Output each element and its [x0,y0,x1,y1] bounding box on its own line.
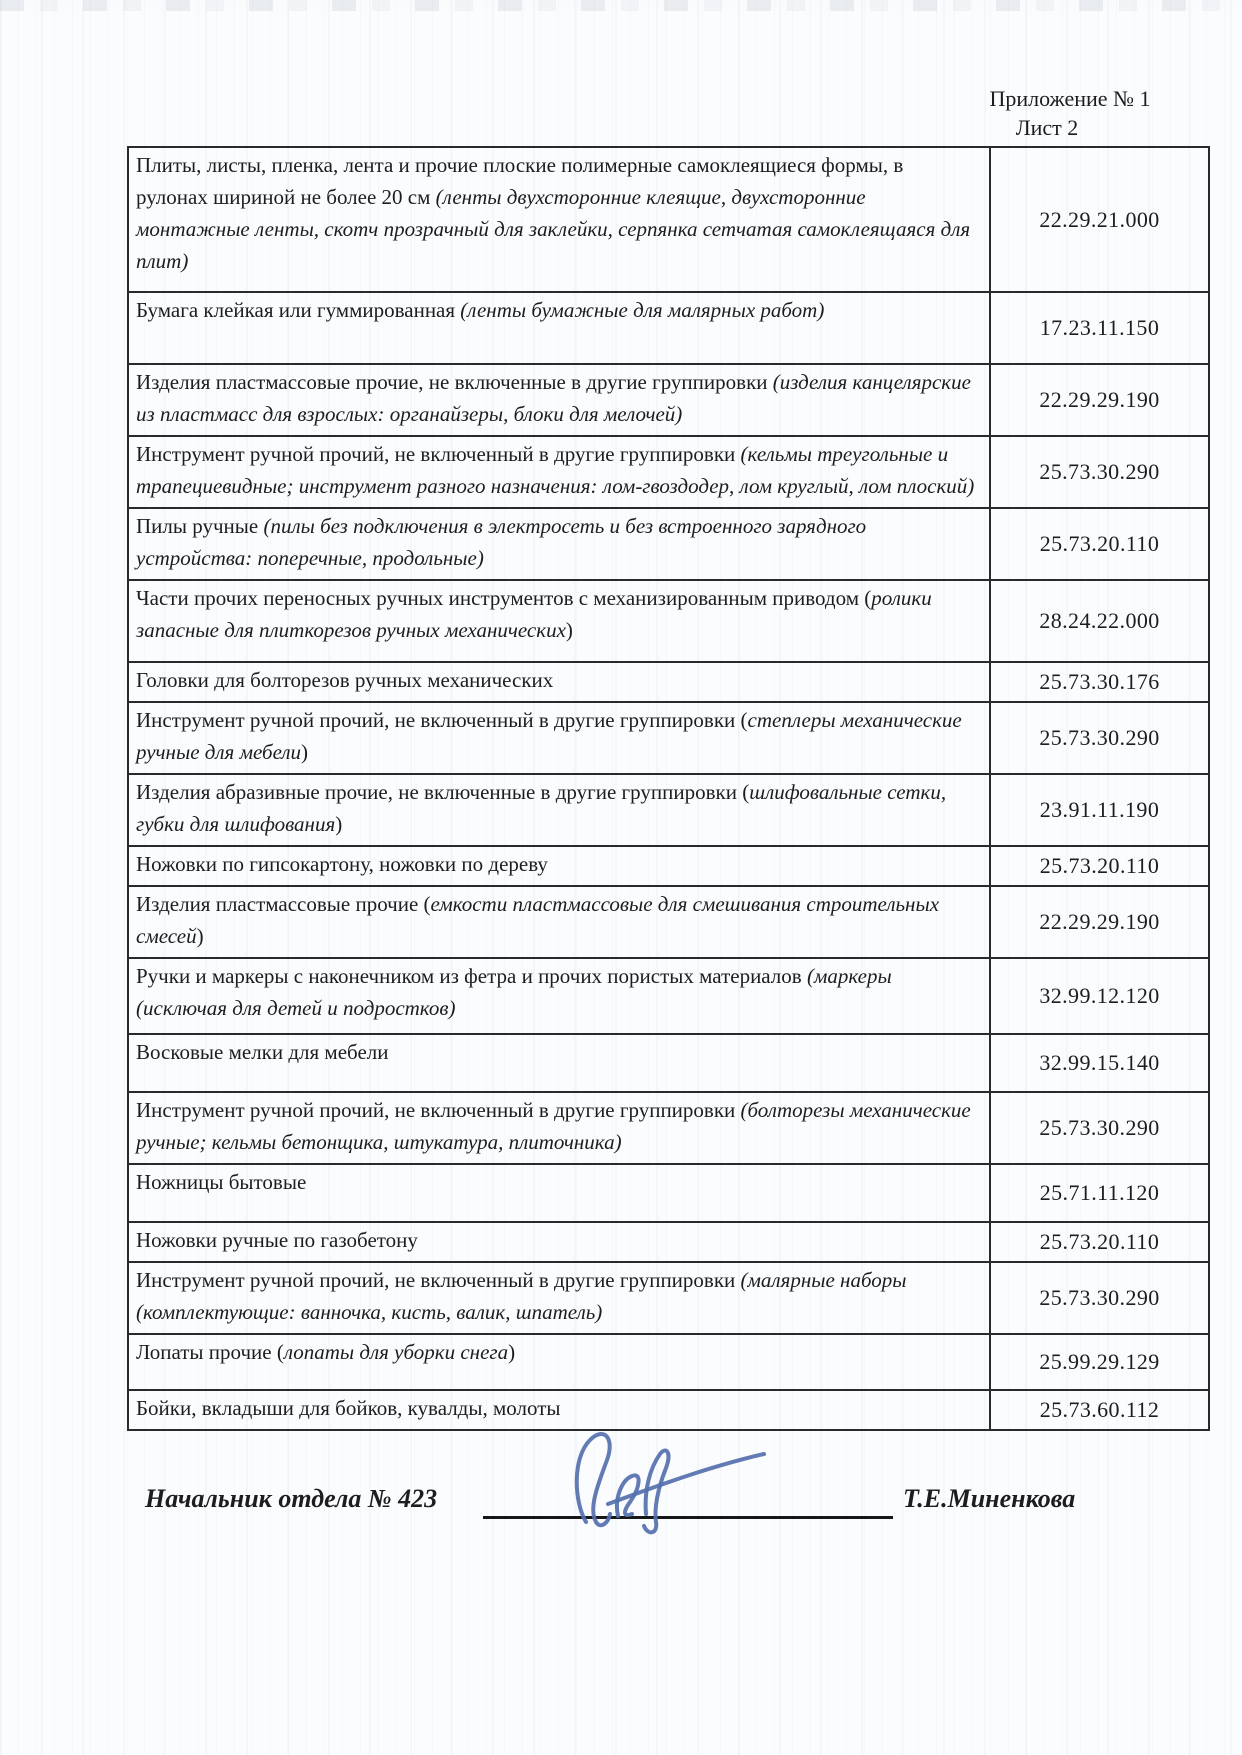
appendix-label: Приложение № 1 [989,86,1151,111]
item-description: Части прочих переносных ручных инструментов с механизированным приводом (ролики запасные для плиткорезов ручных механических) [128,580,990,662]
item-code: 22.29.21.000 [990,147,1209,292]
item-code: 25.73.30.290 [990,436,1209,508]
item-code: 32.99.12.120 [990,958,1209,1034]
table-row [128,1034,1209,1092]
table-row [128,1262,1209,1334]
item-description: Изделия пластмассовые прочие (емкости пластмассовые для смешивания строительных смесей) [128,886,990,958]
signatory-name: Т.Е.Миненкова [903,1484,1076,1513]
table-row [128,580,1209,662]
sheet-label: Лист 2 [1015,115,1079,140]
table-row [128,702,1209,774]
item-code: 25.99.29.129 [990,1334,1209,1390]
item-description: Пилы ручные (пилы без подключения в электросеть и без встроенного зарядного устройства: поперечные, продольные) [128,508,990,580]
table-row [128,147,1209,292]
table-row [128,1164,1209,1222]
item-code: 17.23.11.150 [990,292,1209,364]
item-code: 22.29.29.190 [990,886,1209,958]
table-row [128,846,1209,886]
table-row [128,1334,1209,1390]
table-row [128,886,1209,958]
item-code: 25.73.20.110 [990,1222,1209,1262]
table-row [128,1092,1209,1164]
item-description: Инструмент ручной прочий, не включенный в другие группировки (кельмы треугольные и трапециевидные; инструмент разного назначения: лом-гвоздодер, лом круглый, лом плоский) [128,436,990,508]
item-description: Восковые мелки для мебели [128,1034,990,1092]
table-row [128,364,1209,436]
item-code: 25.73.30.176 [990,662,1209,702]
item-code: 25.73.30.290 [990,1092,1209,1164]
item-description: Ножницы бытовые [128,1164,990,1222]
item-code: 23.91.11.190 [990,774,1209,846]
classification-table [127,146,1210,1431]
item-code: 25.73.20.110 [990,508,1209,580]
item-code: 28.24.22.000 [990,580,1209,662]
item-code: 32.99.15.140 [990,1034,1209,1092]
table-row [128,774,1209,846]
item-description: Ножовки ручные по газобетону [128,1222,990,1262]
item-description: Изделия пластмассовые прочие, не включенные в другие группировки (изделия канцелярские из пластмасс для взрослых: органайзеры, блоки для мелочей) [128,364,990,436]
table-row [128,436,1209,508]
item-description: Бумага клейкая или гуммированная (ленты бумажные для малярных работ) [128,292,990,364]
item-description: Бойки, вкладыши для бойков, кувалды, молоты [128,1390,990,1430]
item-description: Инструмент ручной прочий, не включенный в другие группировки (болторезы механические ручные; кельмы бетонщика, штукатура, плиточника) [128,1092,990,1164]
page-header [950,84,1190,142]
item-description: Инструмент ручной прочий, не включенный в другие группировки (степлеры механические ручные для мебели) [128,702,990,774]
table-row [128,1222,1209,1262]
item-description: Инструмент ручной прочий, не включенный в другие группировки (малярные наборы (комплектующие: ванночка, кисть, валик, шпатель) [128,1262,990,1334]
table-row [128,662,1209,702]
item-description: Лопаты прочие (лопаты для уборки снега) [128,1334,990,1390]
item-code: 25.73.20.110 [990,846,1209,886]
table-row [128,292,1209,364]
item-description: Головки для болторезов ручных механических [128,662,990,702]
table-row [128,958,1209,1034]
handwritten-signature-icon [552,1424,782,1539]
item-code: 25.73.30.290 [990,1262,1209,1334]
scan-artifact-strip [0,0,1242,11]
signatory-position: Начальник отдела № 423 [145,1484,438,1513]
item-description: Плиты, листы, пленка, лента и прочие плоские полимерные самоклеящиеся формы, в рулонах шириной не более 20 см (ленты двухсторонние клеящие, двухсторонние монтажные ленты, скотч прозрачный для заклейки, серпянка сетчатая самоклеящаяся для плит) [128,147,990,292]
item-description: Ручки и маркеры с наконечником из фетра и прочих пористых материалов (маркеры (исключая для детей и подростков) [128,958,990,1034]
item-description: Ножовки по гипсокартону, ножовки по дереву [128,846,990,886]
table-row [128,508,1209,580]
item-code: 25.71.11.120 [990,1164,1209,1222]
item-code: 25.73.60.112 [990,1390,1209,1430]
item-description: Изделия абразивные прочие, не включенные в другие группировки (шлифовальные сетки, губки для шлифования) [128,774,990,846]
item-code: 25.73.30.290 [990,702,1209,774]
item-code: 22.29.29.190 [990,364,1209,436]
